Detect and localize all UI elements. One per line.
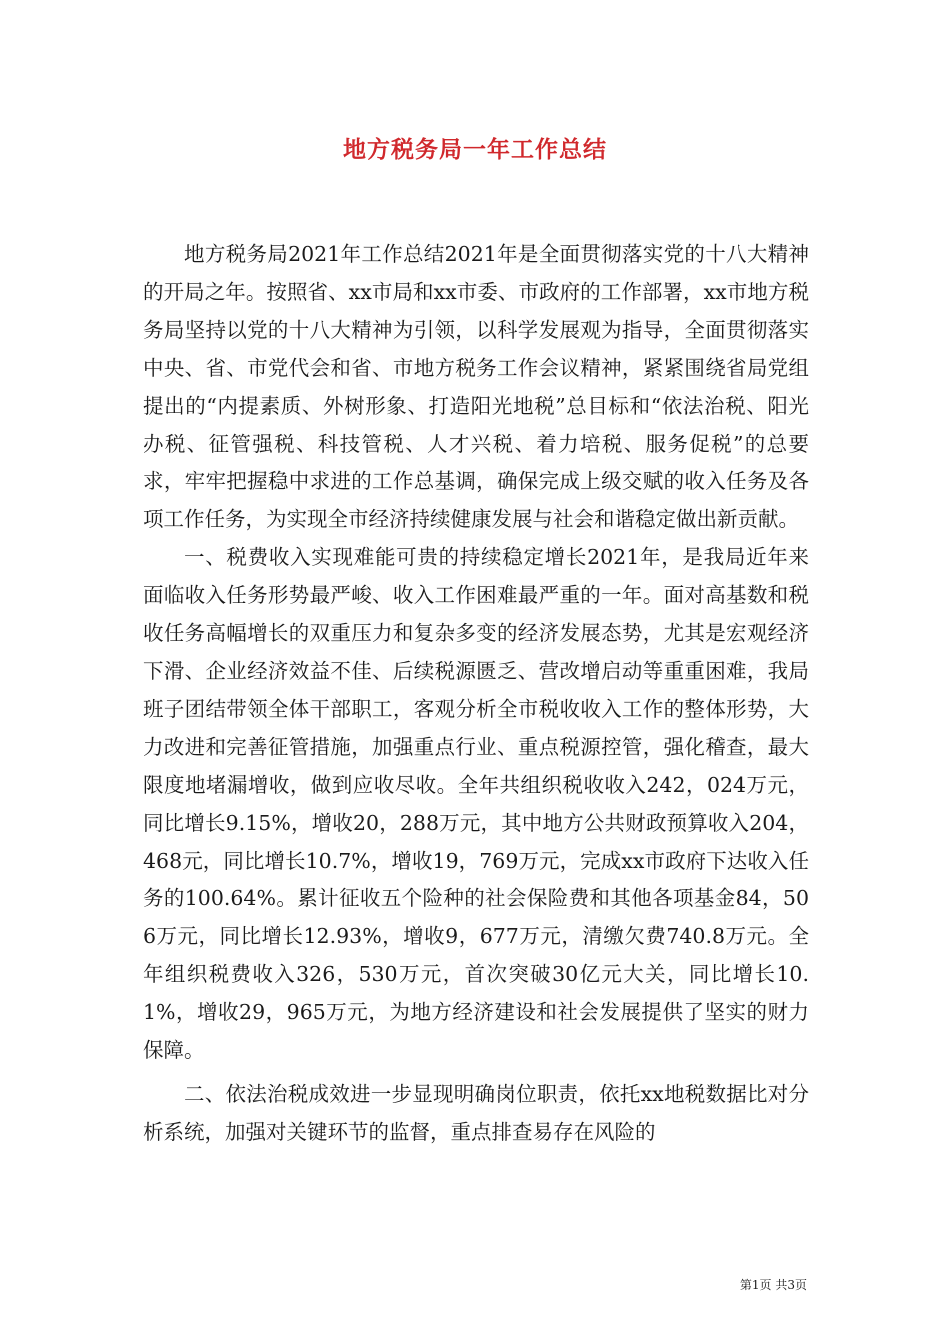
- paragraph-section-1: 一、税费收入实现难能可贵的持续稳定增长2021年，是我局近年来面临收入任务形势最严峻、收入工作困难最严重的一年。面对高基数和税收任务高幅增长的双重压力和复杂多变的经济发展态势，尤其是宏观经济下滑、企业经济效益不佳、后续税源匮乏、营改增启动等重重困难，我局班子团结带领全体干部职工，客观分析全市税收收入工作的整体形势，大力改进和完善征管措施，加强重点行业、重点税源控管，强化稽查，最大限度地堵漏增收，做到应收尽收。全年共组织税收收入242，024万元，同比增长9.15%，增收20，288万元，其中地方公共财政预算收入204，468元，同比增长10.7%，增收19，769万元，完成xx市政府下达收入任务的100.64%。累计征收五个险种的社会保险费和其他各项基金84，506万元，同比增长12.93%，增收9，677万元，清缴欠费740.8万元。全年组织税费收入326，530万元，首次突破30亿元大关，同比增长10.1%，增收29，965万元，为地方经济建设和社会发展提供了坚实的财力保障。: [143, 545, 809, 1063]
- paragraph-section-2: 二、依法治税成效进一步显现明确岗位职责，依托xx地税数据比对分析系统，加强对关键环节的监督，重点排查易存在风险的: [143, 1081, 809, 1144]
- document-title: 地方税务局一年工作总结: [343, 136, 607, 163]
- document-body: [143, 236, 809, 1152]
- page-number: 第1页 共3页: [739, 1278, 807, 1292]
- paragraph-intro: 地方税务局2021年工作总结2021年是全面贯彻落实党的十八大精神的开局之年。按照省、xx市局和xx市委、市政府的工作部署，xx市地方税务局坚持以党的十八大精神为引领，以科学发展观为指导，全面贯彻落实中央、省、市党代会和省、市地方税务工作会议精神，紧紧围绕省局党组提出的“内提素质、外树形象、打造阳光地税”总目标和“依法治税、阳光办税、征管强税、科技管税、人才兴税、着力培税、服务促税”的总要求，牢牢把握稳中求进的工作总基调，确保完成上级交赋的收入任务及各项工作任务，为实现全市经济持续健康发展与社会和谐稳定做出新贡献。: [143, 242, 809, 532]
